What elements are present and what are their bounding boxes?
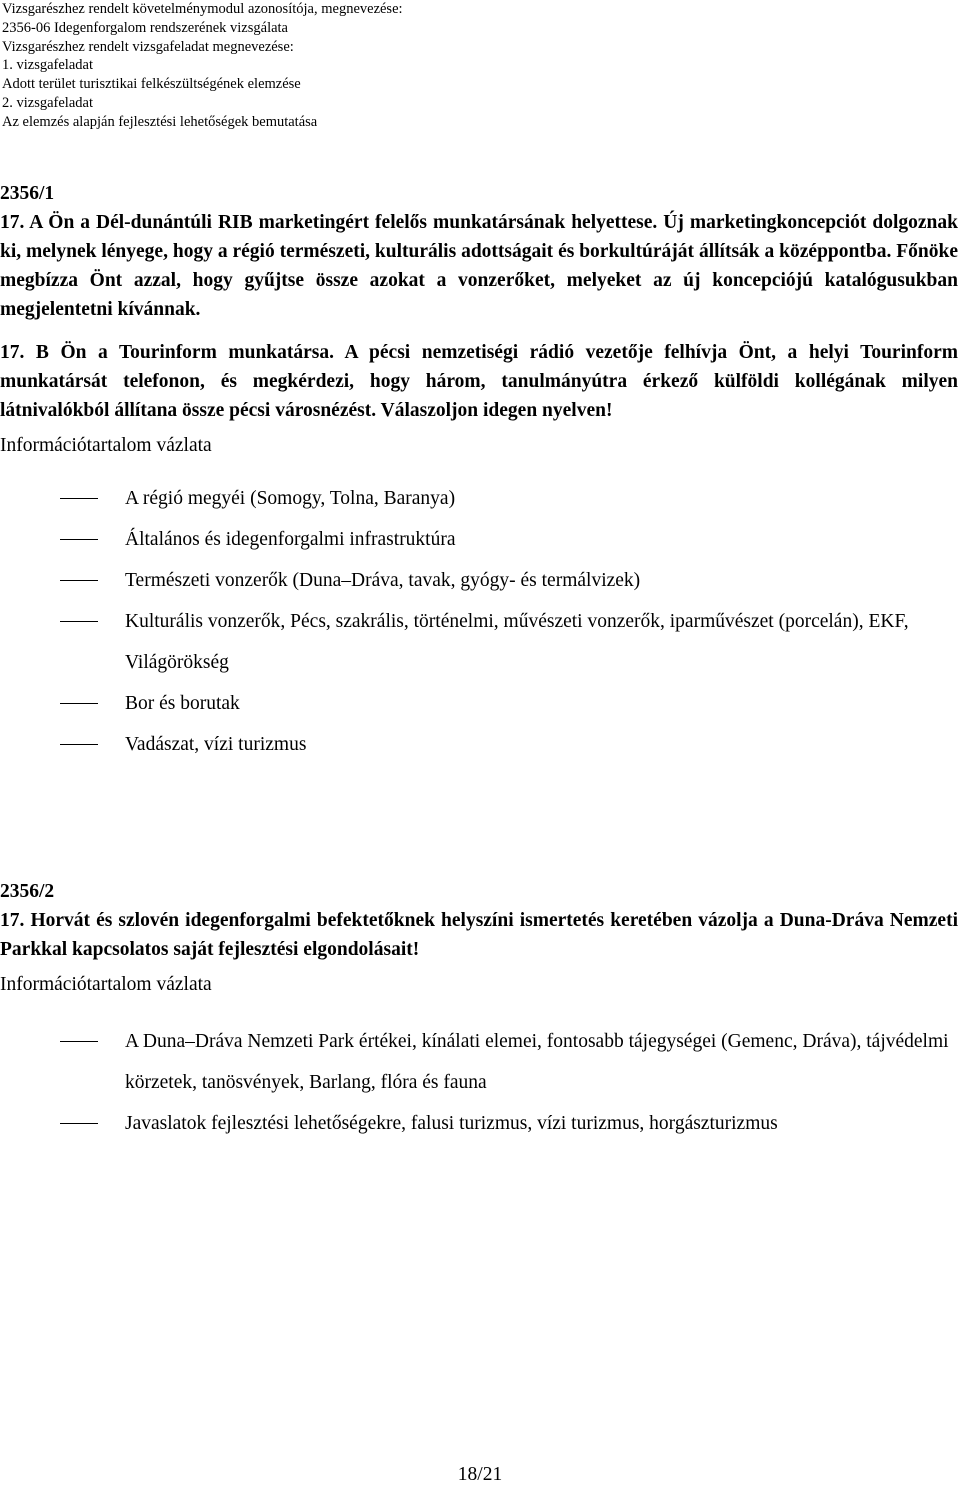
dash-bullet-icon: [60, 539, 98, 540]
task-17a-paragraph: 17. A Ön a Dél-dunántúli RIB marketingért felelős munkatársának helyettese. Új marketingkoncepciót dolgoznak ki, melynek lényege, hogy a régió természeti, kulturális adottságait és borkultúráját állítsák a középpontba. Főnöke megbízza Önt azzal, hogy gyűjtse össze azokat a vonzerőket, melyeket az új koncepciójú katalógusukban megjelentetni kívánnak.: [0, 212, 958, 320]
task-17b-paragraph: 17. B Ön a Tourinform munkatársa. A pécsi nemzetiségi rádió vezetője felhívja Önt, a helyi Tourinform munkatársát telefonon, és megkérdezi, hogy három, tanulmányútra érkező külföldi kollégának milyen látnivalókból állítana össze pécsi városnézést. Válaszoljon idegen nyelven!: [0, 342, 958, 421]
dash-bullet-icon: [60, 703, 98, 704]
header-line-module-label: Vizsgarészhez rendelt követelménymodul azonosítója, megnevezése:: [2, 1, 403, 17]
dash-bullet-icon: [60, 621, 98, 622]
list-item: Általános és idegenforgalmi infrastruktúra: [0, 519, 958, 560]
dash-bullet-icon: [60, 580, 98, 581]
task-17-paragraph: 17. Horvát és szlovén idegenforgalmi befektetőknek helyszíni ismertetés keretében vázolja a Duna-Dráva Nemzeti Parkkal kapcsolatos saját fejlesztési elgondolásait!: [0, 910, 958, 960]
info-outline-list: [0, 1021, 958, 1144]
document-header: [2, 0, 942, 132]
header-line-module-name: 2356-06 Idegenforgalom rendszerének vizsgálata: [2, 19, 288, 36]
task-2356-1-section: [0, 179, 958, 765]
list-item: Természeti vonzerők (Duna–Dráva, tavak, gyógy- és termálvizek): [0, 560, 958, 601]
dash-bullet-icon: [60, 1123, 98, 1124]
task-2356-2-section: [0, 877, 958, 1144]
info-outline-title: Információtartalom vázlata: [0, 435, 212, 456]
header-line-task-1-name: Adott terület turisztikai felkészültségének elemzése: [2, 76, 301, 93]
header-line-task-1-label: 1. vizsgafeladat: [2, 57, 93, 74]
list-item: Javaslatok fejlesztési lehetőségekre, falusi turizmus, vízi turizmus, horgászturizmus: [0, 1103, 958, 1144]
list-item: Bor és borutak: [0, 683, 958, 724]
task-code: 2356/2: [0, 881, 55, 902]
list-item: A régió megyéi (Somogy, Tolna, Baranya): [0, 478, 958, 519]
header-line-task-2-label: 2. vizsgafeladat: [2, 94, 93, 111]
header-line-task-2-name: Az elemzés alapján fejlesztési lehetőségek bemutatása: [2, 113, 318, 130]
info-outline-list: [0, 478, 958, 765]
page-number: 18/21: [457, 1464, 503, 1485]
header-line-task-label: Vizsgarészhez rendelt vizsgafeladat megnevezése:: [2, 38, 294, 55]
dash-bullet-icon: [60, 498, 98, 499]
dash-bullet-icon: [60, 1041, 98, 1042]
task-code: 2356/1: [0, 183, 55, 204]
list-item: Vadászat, vízi turizmus: [0, 724, 958, 765]
info-outline-title: Információtartalom vázlata: [0, 974, 212, 995]
list-item: Kulturális vonzerők, Pécs, szakrális, történelmi, művészeti vonzerők, iparművészet (porcelán), EKF, Világörökség: [0, 601, 958, 683]
list-item: A Duna–Dráva Nemzeti Park értékei, kínálati elemei, fontosabb tájegységei (Gemenc, Dráva), tájvédelmi körzetek, tanösvények, Barlang, flóra és fauna: [0, 1021, 958, 1103]
dash-bullet-icon: [60, 744, 98, 745]
